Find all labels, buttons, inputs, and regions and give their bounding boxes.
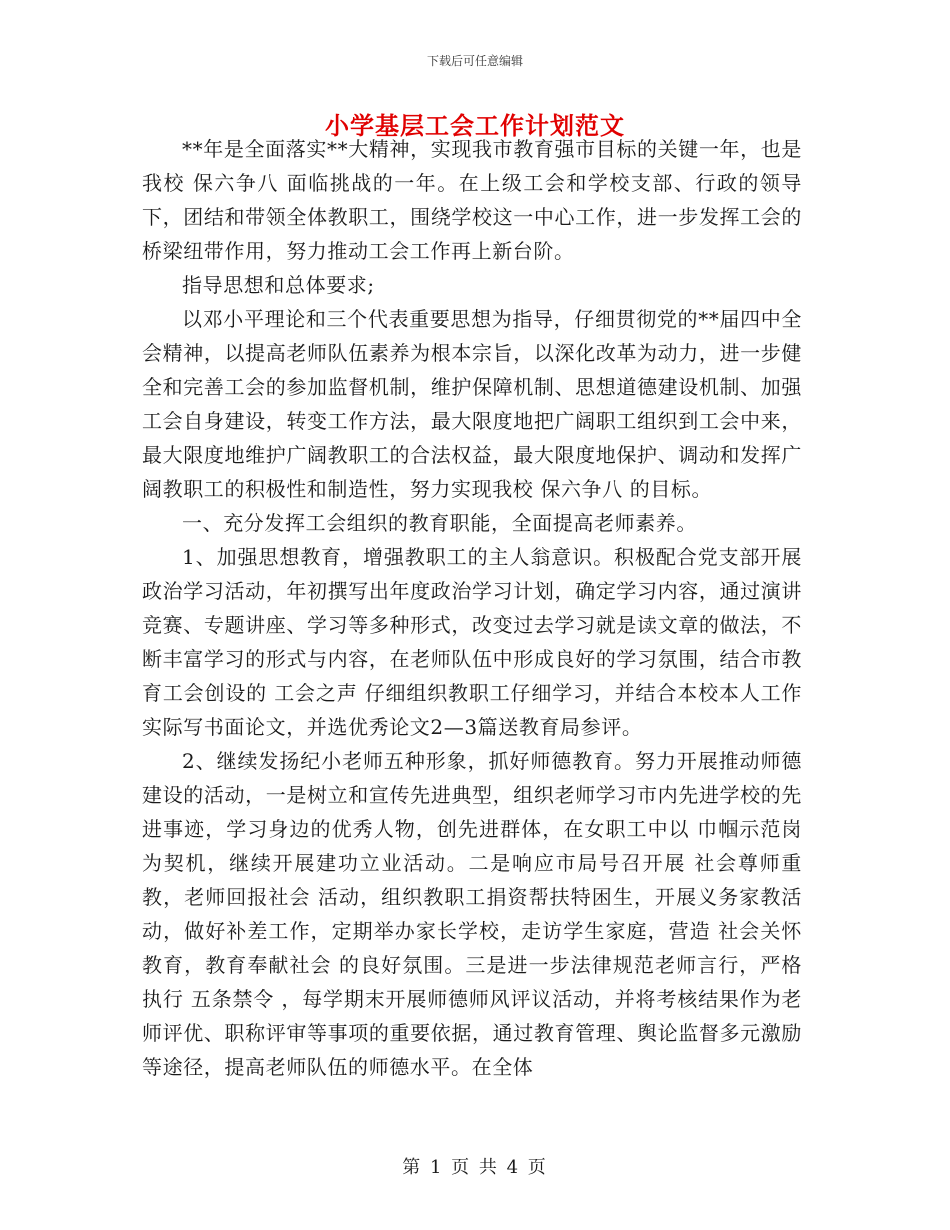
paragraph-intro: **年是全面落实**大精神，实现我市教育强市目标的关键一年，也是我校 保六争八 面临挑战的一年。在上级工会和学校支部、行政的领导下，团结和带领全体教职工，围绕学校这一中心工作，进一步发挥工会的桥梁纽带作用，努力推动工会工作再上新台阶。 (142, 137, 802, 263)
page-header-note: 下载后可任意编辑 (426, 54, 523, 68)
document-body (142, 132, 802, 1084)
paragraph-item-1: 1、加强思想教育，增强教职工的主人翁意识。积极配合党支部开展政治学习活动，年初撰写出年度政治学习计划，确定学习内容，通过演讲竞赛、专题讲座、学习等多种形式，改变过去学习就是读文章的做法，不断丰富学习的形式与内容，在老师队伍中形成良好的学习氛围，结合市教育工会创设的 工会之声 仔细组织教职工仔细学习，并结合本校本人工作实际写书面论文，并选优秀论文2—3篇送教育局参评。 (142, 545, 802, 739)
section-heading-1: 一、充分发挥工会组织的教育职能，全面提高老师素养。 (182, 511, 697, 535)
paragraph-item-2: 2、继续发扬纪小老师五种形象，抓好师德教育。努力开展推动师德建设的活动，一是树立和宣传先进典型，组织老师学习市内先进学校的先进事迹，学习身边的优秀人物，创先进群体，在女职工中以 巾帼示范岗 为契机，继续开展建功立业活动。二是响应市局号召开展 社会尊师重教，老师回报社会 活动，组织教职工捐资帮扶特困生，开展义务家教活动，做好补差工作，定期举办家长学校，走访学生家庭，营造 社会关怀教育，教育奉献社会 的良好氛围。三是进一步法律规范老师言行，严格执行 五条禁令 ，每学期末开展师德师风评议活动，并将考核结果作为老师评优、职称评审等事项的重要依据，通过教育管理、舆论监督多元激励等途径，提高老师队伍的师德水平。在全体 (142, 749, 802, 1079)
paragraph-guideline: 以邓小平理论和三个代表重要思想为指导，仔细贯彻党的**届四中全会精神，以提高老师队伍素养为根本宗旨，以深化改革为动力，进一步健全和完善工会的参加监督机制，维护保障机制、思想道德建设机制、加强工会自身建设，转变工作方法，最大限度地把广阔职工组织到工会中来，最大限度地维护广阔教职工的合法权益，最大限度地保护、调动和发挥广阔教职工的积极性和制造性，努力实现我校 保六争八 的目标。 (142, 307, 802, 501)
page-number: 第 1 页 共 4 页 (402, 1157, 548, 1178)
paragraph-guideline-heading: 指导思想和总体要求; (182, 273, 375, 297)
document-title: 小学基层工会工作计划范文 (325, 111, 625, 140)
